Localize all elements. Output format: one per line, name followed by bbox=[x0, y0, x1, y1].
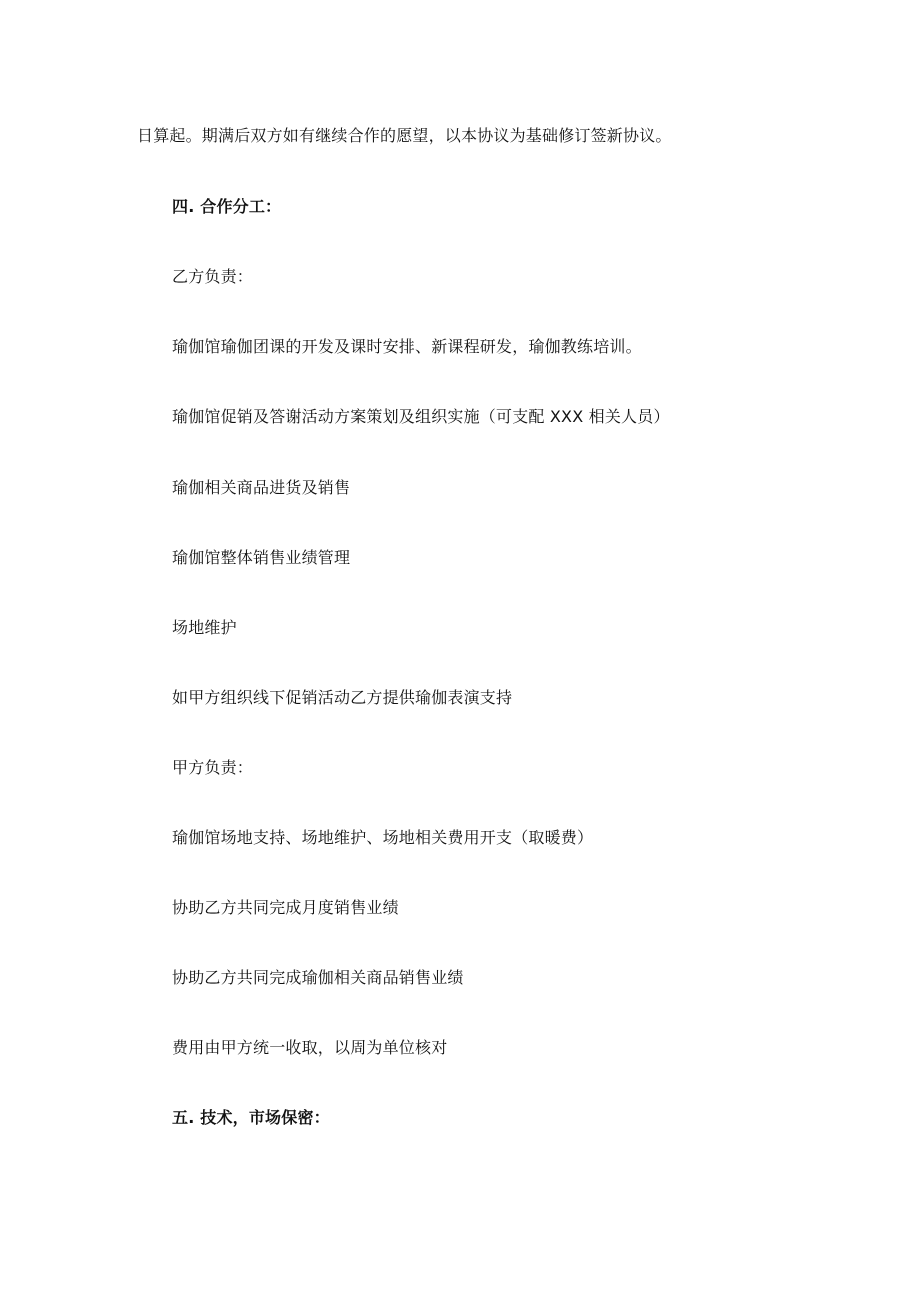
list-item: 费用由甲方统一收取，以周为单位核对 bbox=[172, 1038, 448, 1057]
list-item: 瑜伽相关商品进货及销售 bbox=[172, 478, 351, 497]
party-a-responsibilities-label: 甲方负责： bbox=[172, 758, 254, 777]
list-item: 场地维护 bbox=[172, 618, 237, 637]
paragraph-continuation: 日算起。期满后双方如有继续合作的愿望，以本协议为基础修订签新协议。 bbox=[137, 126, 672, 145]
section-heading-confidentiality: 五. 技术，市场保密： bbox=[172, 1108, 330, 1127]
party-b-responsibilities-label: 乙方负责： bbox=[172, 267, 254, 286]
section-heading-cooperation-division: 四. 合作分工： bbox=[172, 197, 282, 216]
list-item: 如甲方组织线下促销活动乙方提供瑜伽表演支持 bbox=[172, 688, 513, 707]
list-item: 瑜伽馆场地支持、场地维护、场地相关费用开支（取暖费） bbox=[172, 828, 594, 847]
list-item: 瑜伽馆整体销售业绩管理 bbox=[172, 548, 351, 567]
list-item: 瑜伽馆瑜伽团课的开发及课时安排、新课程研发，瑜伽教练培训。 bbox=[172, 337, 642, 356]
list-item: 协助乙方共同完成月度销售业绩 bbox=[172, 898, 399, 917]
list-item: 瑜伽馆促销及答谢活动方案策划及组织实施（可支配 XXX 相关人员） bbox=[172, 407, 670, 426]
list-item: 协助乙方共同完成瑜伽相关商品销售业绩 bbox=[172, 968, 464, 987]
